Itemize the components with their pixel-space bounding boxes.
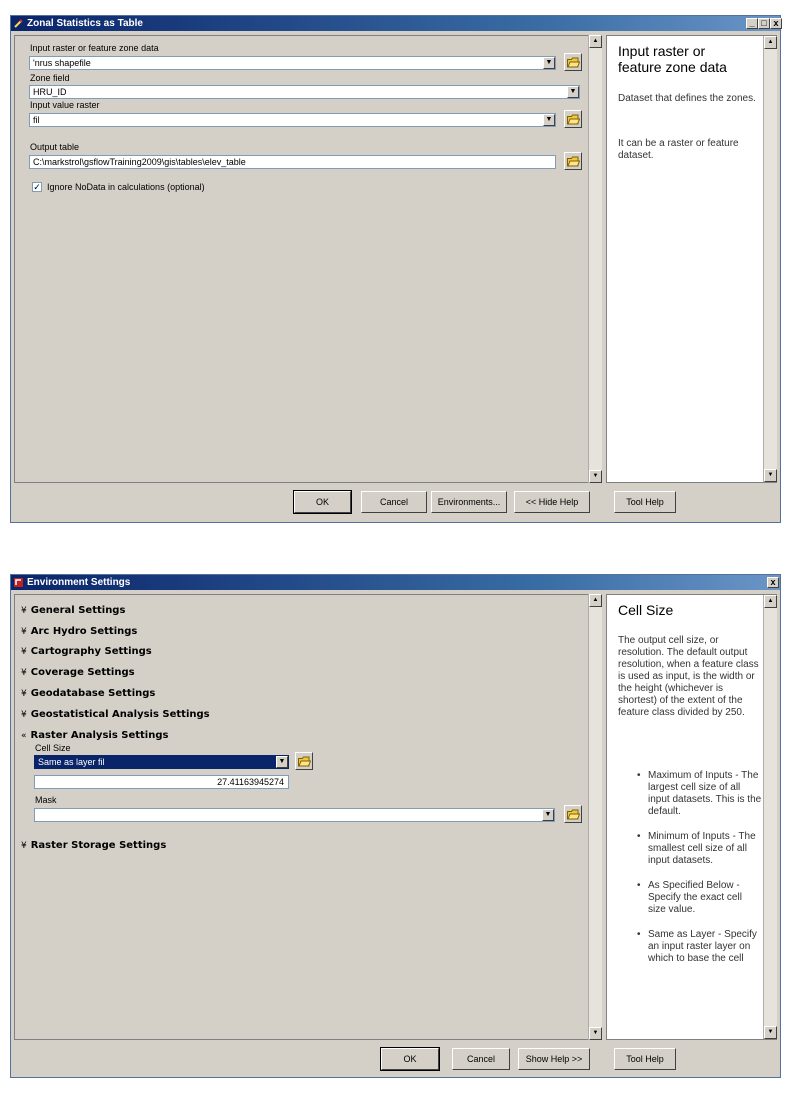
cancel-button[interactable]: Cancel xyxy=(452,1048,510,1070)
cell-size-dropdown-arrow[interactable]: ▼ xyxy=(276,756,288,768)
scroll-down-arrow[interactable]: ▼ xyxy=(589,470,602,483)
section-arc-hydro-settings[interactable] xyxy=(21,626,137,637)
show-help-button[interactable]: Show Help >> xyxy=(518,1048,590,1070)
folder-icon xyxy=(567,114,580,125)
scroll-down-arrow[interactable]: ▼ xyxy=(764,1026,777,1039)
folder-icon xyxy=(298,756,311,767)
value-raster-browse-button[interactable] xyxy=(564,110,582,128)
zonal-parameters-pane xyxy=(14,35,602,483)
help-paragraph-1: Dataset that defines the zones. xyxy=(618,93,756,104)
ok-button[interactable]: OK xyxy=(294,491,351,513)
close-button[interactable]: x xyxy=(770,18,782,29)
section-raster-storage-settings[interactable] xyxy=(21,840,166,851)
zone-field-dropdown-arrow[interactable]: ▼ xyxy=(567,86,579,98)
section-label: Geodatabase Settings xyxy=(30,688,156,699)
maximize-button[interactable]: □ xyxy=(758,18,770,29)
section-label: General Settings xyxy=(30,605,126,616)
env-title-bar xyxy=(11,575,780,590)
help-scrollbar[interactable] xyxy=(763,595,777,1039)
expand-icon: ¥ xyxy=(21,606,27,616)
zonal-left-scrollbar[interactable] xyxy=(588,35,602,483)
env-help-pane xyxy=(606,594,777,1040)
scroll-up-arrow[interactable]: ▲ xyxy=(589,35,602,48)
section-label: Cartography Settings xyxy=(30,646,152,657)
help-bullet-item: • Same as Layer - Specify an input raster layer on which to base the cell xyxy=(634,929,762,965)
help-bullet-item: • Minimum of Inputs - The smallest cell size of all input datasets. xyxy=(634,831,762,867)
help-bullet-list xyxy=(634,770,762,978)
tool-help-button[interactable]: Tool Help xyxy=(614,491,676,513)
expand-icon: ¥ xyxy=(21,841,27,851)
folder-icon xyxy=(567,809,580,820)
zone-data-browse-button[interactable] xyxy=(564,53,582,71)
section-raster-analysis-settings[interactable] xyxy=(21,730,168,741)
scroll-up-arrow[interactable]: ▲ xyxy=(764,595,777,608)
zone-field-label: Zone field xyxy=(30,73,70,83)
zone-data-dropdown-arrow[interactable]: ▼ xyxy=(543,57,555,69)
value-raster-field[interactable]: fil xyxy=(29,113,556,127)
tool-icon xyxy=(14,19,23,28)
expand-icon: ¥ xyxy=(21,668,27,678)
value-raster-dropdown-arrow[interactable]: ▼ xyxy=(543,114,555,126)
cell-size-label: Cell Size xyxy=(35,743,71,753)
value-raster-label: Input value raster xyxy=(30,100,100,110)
zonal-title: Zonal Statistics as Table xyxy=(27,18,143,29)
section-label: Raster Analysis Settings xyxy=(30,730,169,741)
ignore-nodata-checkbox[interactable]: ✓ xyxy=(33,182,41,192)
expand-icon: ¥ xyxy=(21,627,27,637)
help-bullet-item: • Maximum of Inputs - The largest cell size of all input datasets. This is the default. xyxy=(634,770,762,818)
cell-size-select[interactable]: Same as layer fil xyxy=(34,755,289,769)
section-general-settings[interactable] xyxy=(21,605,125,616)
env-settings-pane xyxy=(14,594,602,1040)
mask-label: Mask xyxy=(35,795,57,805)
scroll-down-arrow[interactable]: ▼ xyxy=(589,1027,602,1040)
help-title-line1: Input raster or xyxy=(618,43,706,59)
zone-data-field[interactable]: 'nrus shapefile xyxy=(29,56,556,70)
expand-icon: ¥ xyxy=(21,689,27,699)
zone-data-label: Input raster or feature zone data xyxy=(30,43,159,53)
hide-help-button[interactable]: << Hide Help xyxy=(514,491,590,513)
scroll-up-arrow[interactable]: ▲ xyxy=(764,36,777,49)
folder-icon xyxy=(567,156,580,167)
ignore-nodata-label: Ignore NoData in calculations (optional) xyxy=(47,182,205,192)
zone-field-select[interactable]: HRU_ID xyxy=(29,85,580,99)
tool-help-button[interactable]: Tool Help xyxy=(614,1048,676,1070)
scroll-up-arrow[interactable]: ▲ xyxy=(589,594,602,607)
section-label: Coverage Settings xyxy=(30,667,135,678)
section-coverage-settings[interactable] xyxy=(21,667,135,678)
environments-button[interactable]: Environments... xyxy=(431,491,507,513)
folder-icon xyxy=(567,57,580,68)
zonal-title-bar xyxy=(11,16,780,31)
collapse-icon: « xyxy=(21,731,27,741)
env-left-scrollbar[interactable] xyxy=(588,594,602,1040)
environment-settings-dialog xyxy=(10,574,781,1078)
section-label: Geostatistical Analysis Settings xyxy=(30,709,210,720)
mask-dropdown-arrow[interactable]: ▼ xyxy=(542,809,554,821)
environment-icon xyxy=(14,578,23,587)
output-table-label: Output table xyxy=(30,142,80,152)
env-title: Environment Settings xyxy=(27,577,131,588)
zonal-statistics-dialog xyxy=(10,15,781,523)
minimize-button[interactable]: _ xyxy=(746,18,758,29)
help-title-line2: feature zone data xyxy=(618,59,727,75)
cell-size-value-field[interactable]: 27.41163945274 xyxy=(34,775,289,789)
help-title: Cell Size xyxy=(618,602,674,618)
close-button[interactable]: x xyxy=(767,577,779,588)
mask-field[interactable] xyxy=(34,808,555,822)
ok-button[interactable]: OK xyxy=(381,1048,439,1070)
section-label: Raster Storage Settings xyxy=(30,840,167,851)
section-geodatabase-settings[interactable] xyxy=(21,688,155,699)
section-label: Arc Hydro Settings xyxy=(30,626,138,637)
help-intro: The output cell size, or resolution. The default output resolution, when a feature class is used as input, is the width or the height (whichever is shortest) of the extent of the feature class divided by 250. xyxy=(618,635,759,718)
mask-browse-button[interactable] xyxy=(564,805,582,823)
section-cartography-settings[interactable] xyxy=(21,646,152,657)
expand-icon: ¥ xyxy=(21,647,27,657)
section-geostatistical-settings[interactable] xyxy=(21,709,210,720)
output-table-browse-button[interactable] xyxy=(564,152,582,170)
scroll-down-arrow[interactable]: ▼ xyxy=(764,469,777,482)
zonal-help-pane xyxy=(606,35,777,483)
cell-size-browse-button[interactable] xyxy=(295,752,313,770)
help-scrollbar[interactable] xyxy=(763,36,777,482)
output-table-field[interactable]: C:\markstrol\gsflowTraining2009\gis\tables\elev_table xyxy=(29,155,556,169)
help-bullet-item: • As Specified Below - Specify the exact cell size value. xyxy=(634,880,762,916)
cancel-button[interactable]: Cancel xyxy=(361,491,427,513)
expand-icon: ¥ xyxy=(21,710,27,720)
help-paragraph-2: It can be a raster or feature dataset. xyxy=(618,138,739,161)
